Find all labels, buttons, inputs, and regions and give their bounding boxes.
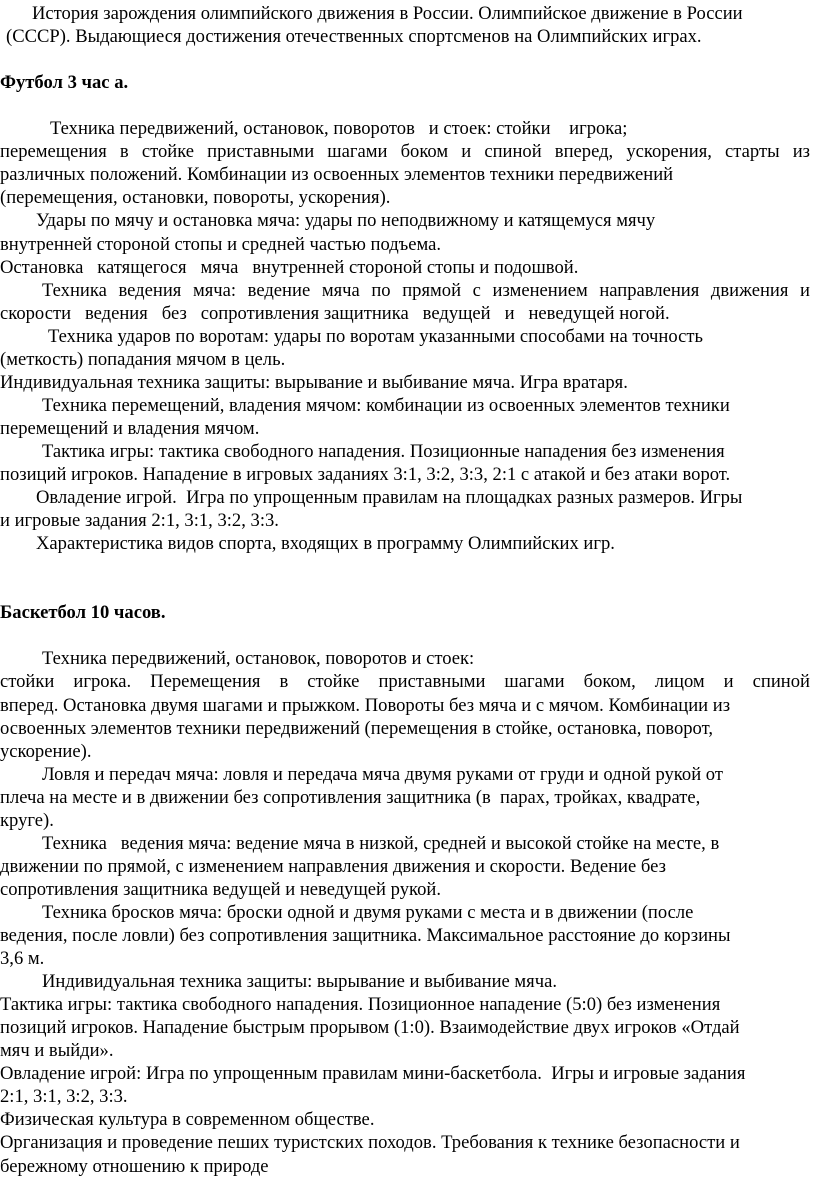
text-line: вперед. Остановка двумя шагами и прыжком. Повороты без мяча и с мячом. Комбинации из bbox=[0, 694, 731, 716]
text-line: (перемещения, остановки, повороты, ускорения). bbox=[0, 187, 391, 209]
text-line: Техника передвижений, остановок, поворотов и стоек: стойки игрока; bbox=[50, 118, 628, 140]
text-line: Характеристика видов спорта, входящих в программу Олимпийских игр. bbox=[36, 533, 615, 555]
text-line: Физическая культура в современном обществе. bbox=[0, 1109, 375, 1131]
text-line: (меткость) попадания мячом в цель. bbox=[0, 348, 286, 370]
text-line: (СССР). Выдающиеся достижения отечественных спортсменов на Олимпийских играх. bbox=[6, 26, 702, 48]
text-line: Тактика игры: тактика свободного нападения. Позиционные нападения без изменения bbox=[42, 440, 725, 462]
text-line: Техника перемещений, владения мячом: комбинации из освоенных элементов техники bbox=[42, 394, 730, 416]
text-line: ведения, после ловли) без сопротивления защитника. Максимальное расстояние до корзины bbox=[0, 925, 731, 946]
text-line: Техника ударов по воротам: удары по воротам указанными способами на точность bbox=[48, 325, 703, 347]
text-line: Удары по мячу и остановка мяча: удары по неподвижному и катящемуся мячу bbox=[36, 210, 656, 232]
section-heading: Баскетбол 10 часов. bbox=[0, 602, 166, 624]
text-line: Тактика игры: тактика свободного нападения. Позиционное нападение (5:0) без изменения bbox=[0, 994, 721, 1016]
text-line: Овладение игрой: Игра по упрощенным правилам мини-баскетбола. Игры и игровые задания bbox=[0, 1063, 746, 1085]
section-heading: Футбол 3 час а. bbox=[0, 72, 129, 94]
text-line: Техника передвижений, остановок, поворотов и стоек: bbox=[42, 648, 475, 670]
text-line: перемещений и владения мячом. bbox=[0, 417, 260, 439]
text-line: Индивидуальная техника защиты: вырывание и выбивание мяча. Игра вратаря. bbox=[0, 371, 628, 393]
text-line: Техника ведения мяча: ведение мяча по прямой с изменением направления движения и bbox=[42, 279, 810, 301]
text-line: Остановка катящегося мяча внутренней стороной стопы и подошвой. bbox=[0, 256, 579, 278]
text-line: Овладение игрой. Игра по упрощенным правилам на площадках разных размеров. Игры bbox=[36, 487, 743, 509]
text-line: Индивидуальная техника защиты: вырывание и выбивание мяча. bbox=[42, 971, 557, 993]
text-line: плеча на месте и в движении без сопротивления защитника (в парах, тройках, квадрате, bbox=[0, 786, 701, 808]
text-line: движении по прямой, с изменением направления движения и скорости. Ведение без bbox=[0, 855, 666, 877]
text-line: освоенных элементов техники передвижений (перемещения в стойке, остановка, поворот, bbox=[0, 717, 713, 739]
text-line: сопротивления защитника ведущей и неведущей рукой. bbox=[0, 878, 441, 900]
text-line: круге). bbox=[0, 809, 54, 831]
text-line: 3,6 м. bbox=[0, 948, 45, 970]
text-line: внутренней стороной стопы и средней частью подъема. bbox=[0, 233, 442, 255]
text-line: бережному отношению к природе bbox=[0, 1155, 269, 1177]
text-line: и игровые задания 2:1, 3:1, 3:2, 3:3. bbox=[0, 510, 279, 532]
text-line: позиций игроков. Нападение быстрым прорывом (1:0). Взаимодействие двух игроков «Отдай bbox=[0, 1017, 740, 1039]
text-line: различных положений. Комбинации из освоенных элементов техники передвижений bbox=[0, 164, 674, 186]
text-line: ускорение). bbox=[0, 740, 92, 762]
text-line: История зарождения олимпийского движения в России. Олимпийское движение в России bbox=[32, 3, 743, 24]
text-line: 2:1, 3:1, 3:2, 3:3. bbox=[0, 1086, 128, 1108]
text-line: позиций игроков. Нападение в игровых заданиях 3:1, 3:2, 3:3, 2:1 с атакой и без атаки ворот. bbox=[0, 464, 731, 485]
text-line: скорости ведения без сопротивления защитника ведущей и неведущей ногой. bbox=[0, 302, 670, 324]
text-line: перемещения в стойке приставными шагами боком и спиной вперед, ускорения, старты из bbox=[0, 141, 810, 163]
text-line: Ловля и передач мяча: ловля и передача мяча двумя руками от груди и одной рукой от bbox=[42, 763, 723, 785]
text-line: Организация и проведение пеших туристских походов. Требования к технике безопасности и bbox=[0, 1132, 740, 1154]
text-line: мяч и выйди». bbox=[0, 1040, 114, 1062]
text-line: Техника ведения мяча: ведение мяча в низкой, средней и высокой стойке на месте, в bbox=[42, 832, 720, 854]
text-line: Техника бросков мяча: броски одной и двумя руками с места и в движении (после bbox=[42, 901, 694, 923]
text-line: стойки игрока. Перемещения в стойке приставными шагами боком, лицом и спиной bbox=[0, 671, 810, 693]
